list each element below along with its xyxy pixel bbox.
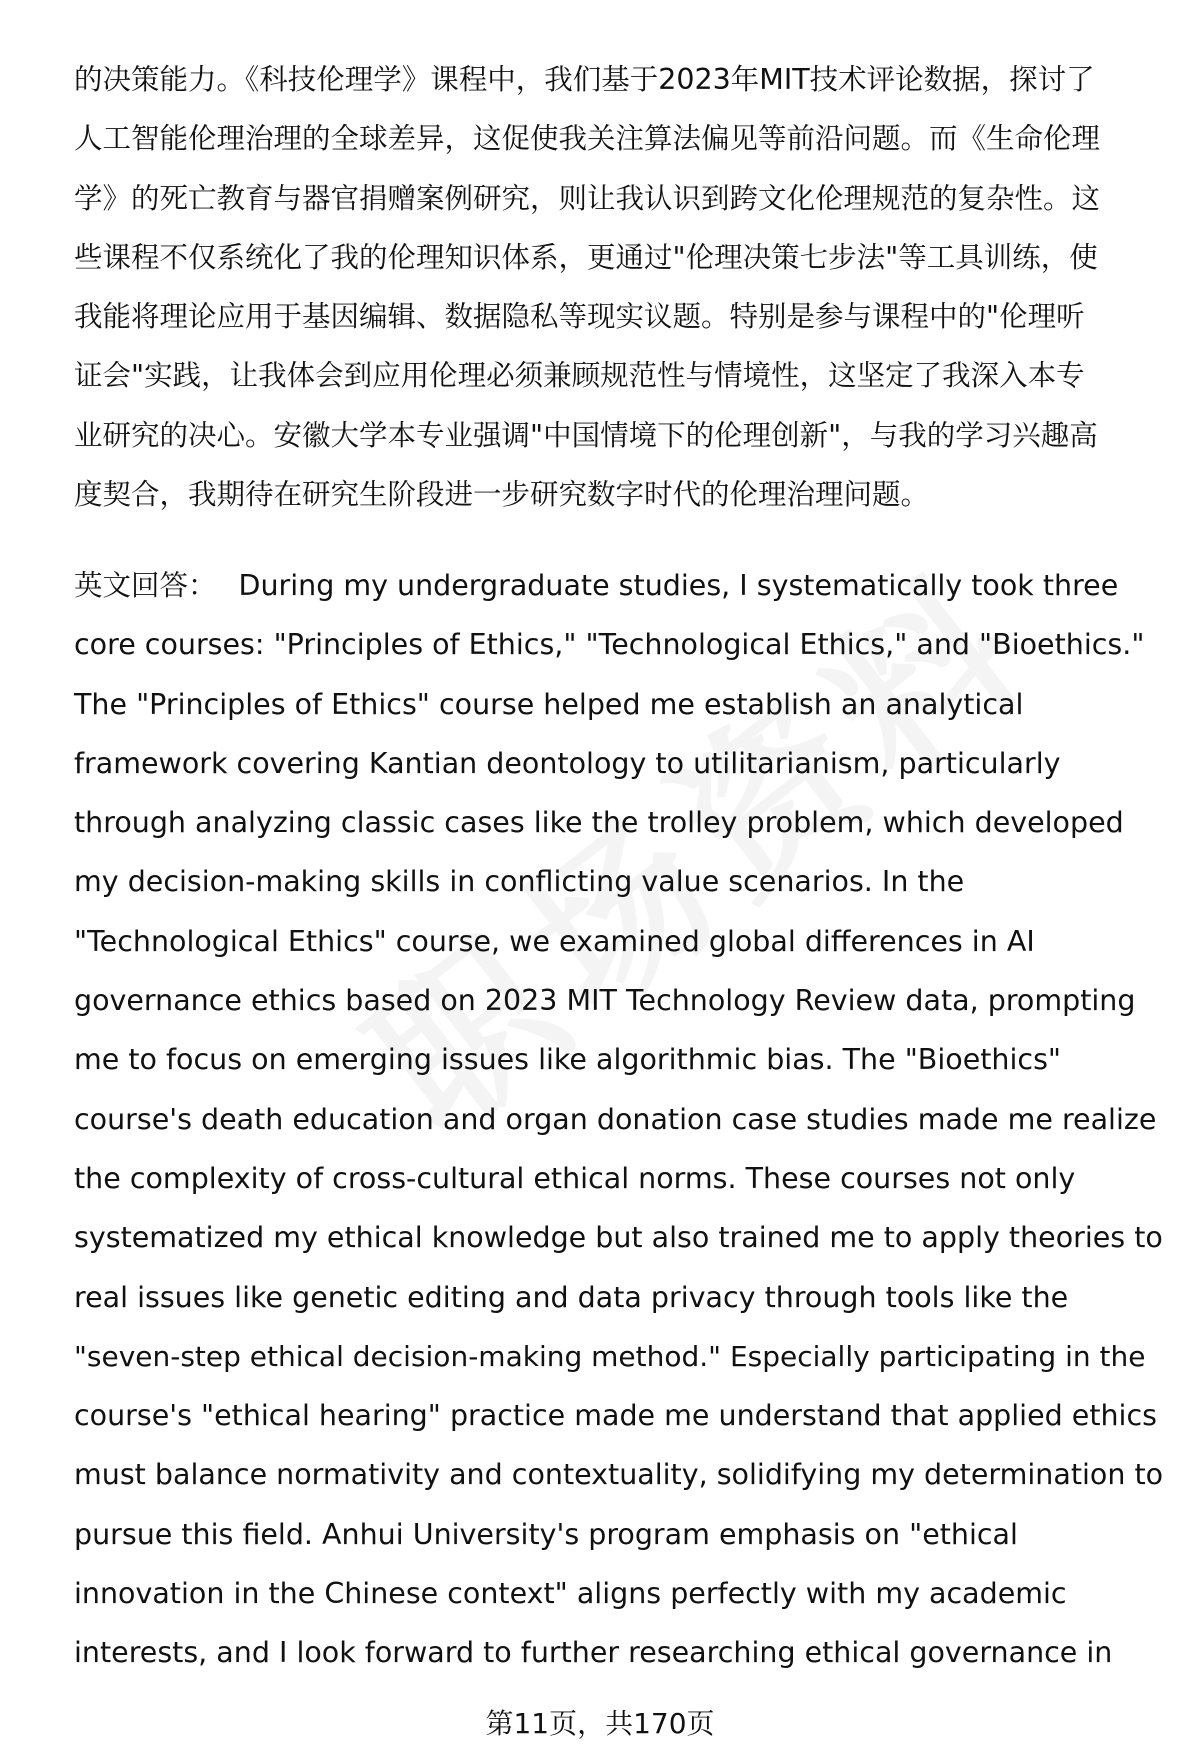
- english-answer-line: core courses: "Principles of Ethics," "Technological Ethics," and "Bioethics.": [74, 628, 1145, 662]
- english-answer-line: The "Principles of Ethics" course helped me establish an analytical: [74, 687, 1024, 721]
- english-answer-line: course's "ethical hearing" practice made me understand that applied ethics: [74, 1399, 1157, 1433]
- english-answer-label: 英文回答：: [74, 569, 217, 602]
- english-answer-first-line-text: During my undergraduate studies, I systematically took three: [238, 569, 1119, 602]
- english-answer-line: "seven-step ethical decision-making method." Especially participating in the: [74, 1339, 1146, 1373]
- english-answer-line: me to focus on emerging issues like algorithmic bias. The "Bioethics": [74, 1043, 1062, 1077]
- english-answer-line: pursue this field. Anhui University's program emphasis on "ethical: [74, 1517, 1018, 1551]
- english-answer-paragraph: [74, 556, 1164, 1683]
- english-answer-line: governance ethics based on 2023 MIT Technology Review data, prompting: [74, 984, 1136, 1018]
- chinese-answer-line: 我能将理论应用于基因编辑、数据隐私等现实议题。特别是参与课程中的"伦理听: [74, 300, 1085, 334]
- page-number-footer: 第11页，共170页: [485, 1707, 715, 1740]
- english-answer-line: the complexity of cross-cultural ethical norms. These courses not only: [74, 1161, 1076, 1195]
- chinese-answer-line: 业研究的决心。安徽大学本专业强调"中国情境下的伦理创新"，与我的学习兴趣高: [74, 418, 1098, 452]
- english-answer-line: must balance normativity and contextuality, solidifying my determination to: [74, 1458, 1164, 1492]
- chinese-answer-line: 些课程不仅系统化了我的伦理知识体系，更通过"伦理决策七步法"等工具训练，使: [74, 240, 1098, 274]
- english-answer-line: my decision-making skills in conflicting value scenarios. In the: [74, 865, 965, 899]
- english-answer-line: real issues like genetic editing and data privacy through tools like the: [74, 1280, 1069, 1314]
- english-answer-line: through analyzing classic cases like the trolley problem, which developed: [74, 806, 1124, 840]
- english-answer-line: course's death education and organ donation case studies made me realize: [74, 1102, 1157, 1136]
- english-answer-line: interests, and I look forward to further researching ethical governance in: [74, 1636, 1113, 1670]
- chinese-answer-line: 度契合，我期待在研究生阶段进一步研究数字时代的伦理治理问题。: [74, 478, 930, 512]
- english-answer-line: innovation in the Chinese context" aligns perfectly with my academic: [74, 1577, 1067, 1611]
- english-answer-line: "Technological Ethics" course, we examined global differences in AI: [74, 924, 1035, 958]
- chinese-answer-paragraph: [74, 50, 1154, 524]
- english-answer-line: systematized my ethical knowledge but also trained me to apply theories to: [74, 1221, 1163, 1255]
- chinese-answer-line: 学》的死亡教育与器官捐赠案例研究，则让我认识到跨文化伦理规范的复杂性。这: [74, 181, 1101, 215]
- chinese-answer-line: 人工智能伦理治理的全球差异，这促使我关注算法偏见等前沿问题。而《生命伦理: [74, 122, 1101, 156]
- chinese-answer-line: 的决策能力。《科技伦理学》课程中，我们基于2023年MIT技术评论数据，探讨了: [74, 63, 1095, 96]
- english-answer-first-line: [74, 556, 1164, 615]
- chinese-answer-line: 证会"实践，让我体会到应用伦理必须兼顾规范性与情境性，这坚定了我深入本专: [74, 359, 1085, 393]
- english-answer-line: framework covering Kantian deontology to utilitarianism, particularly: [74, 746, 1061, 780]
